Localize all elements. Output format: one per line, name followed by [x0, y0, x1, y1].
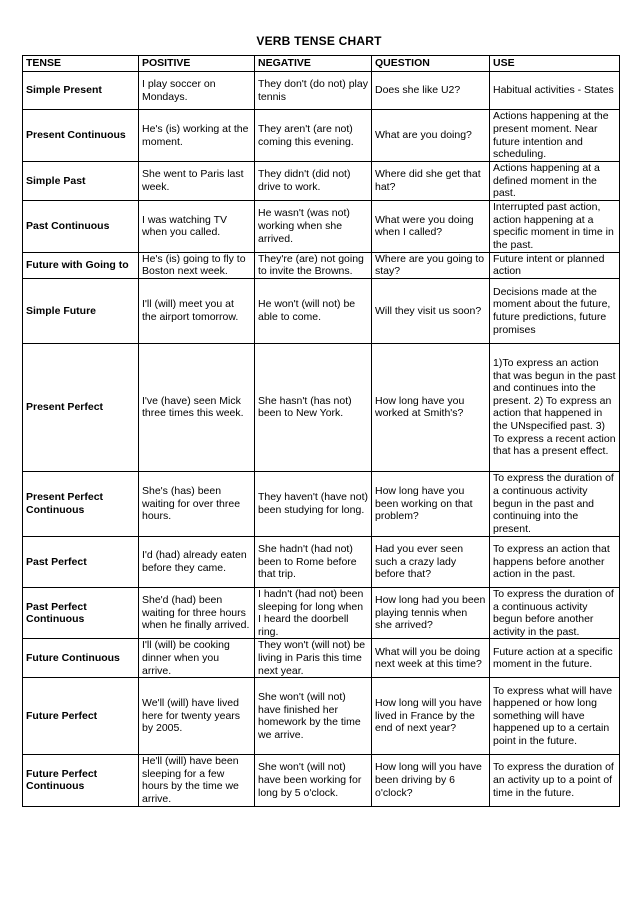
header-row — [23, 56, 620, 72]
cell-question: What will you be doing next week at this time? — [372, 639, 490, 678]
cell-question: How long have you worked at Smith's? — [372, 343, 490, 471]
cell-use: To express the duration of a continuous activity begun in the past and continuing into the present. — [490, 471, 620, 536]
cell-negative: They won't (will not) be living in Paris this time next year. — [255, 639, 372, 678]
cell-question: Does she like U2? — [372, 72, 490, 110]
cell-use: To express an action that happens before another action in the past. — [490, 536, 620, 587]
cell-use: Actions happening at the present moment. Near future intention and scheduling. — [490, 110, 620, 162]
cell-question: Where are you going to stay? — [372, 252, 490, 278]
table-row — [23, 162, 620, 201]
table-row — [23, 343, 620, 471]
header-negative: NEGATIVE — [255, 56, 372, 72]
cell-negative: They aren't (are not) coming this evening. — [255, 110, 372, 162]
table-row — [23, 755, 620, 806]
cell-use: Habitual activities - States — [490, 72, 620, 110]
cell-use: To express the duration of an activity up to a point of time in the future. — [490, 755, 620, 806]
table-row — [23, 200, 620, 252]
cell-tense: Simple Past — [23, 162, 139, 201]
header-question: QUESTION — [372, 56, 490, 72]
cell-negative: They haven't (have not) been studying for long. — [255, 471, 372, 536]
cell-negative: She hasn't (has not) been to New York. — [255, 343, 372, 471]
cell-use: Actions happening at a defined moment in the past. — [490, 162, 620, 201]
cell-question: Will they visit us soon? — [372, 278, 490, 343]
table-row — [23, 110, 620, 162]
cell-negative: He won't (will not) be able to come. — [255, 278, 372, 343]
cell-positive: I'd (had) already eaten before they came. — [139, 536, 255, 587]
cell-question: What are you doing? — [372, 110, 490, 162]
table-body — [23, 72, 620, 807]
cell-tense: Present Perfect — [23, 343, 139, 471]
cell-tense: Simple Present — [23, 72, 139, 110]
cell-question: How long will you have been driving by 6 o'clock? — [372, 755, 490, 806]
cell-use: Interrupted past action, action happening at a specific moment in time in the past. — [490, 200, 620, 252]
cell-positive: He's (is) working at the moment. — [139, 110, 255, 162]
header-use: USE — [490, 56, 620, 72]
cell-tense: Present Perfect Continuous — [23, 471, 139, 536]
cell-negative: He wasn't (was not) working when she arrived. — [255, 200, 372, 252]
cell-positive: He'll (will) have been sleeping for a few hours by the time we arrive. — [139, 755, 255, 806]
cell-tense: Past Continuous — [23, 200, 139, 252]
cell-use: Future action at a specific moment in the future. — [490, 639, 620, 678]
cell-negative: They didn't (did not) drive to work. — [255, 162, 372, 201]
cell-positive: She went to Paris last week. — [139, 162, 255, 201]
verb-tense-table — [22, 55, 620, 807]
cell-negative: She hadn't (had not) been to Rome before that trip. — [255, 536, 372, 587]
cell-tense: Past Perfect Continuous — [23, 587, 139, 638]
cell-positive: I'll (will) be cooking dinner when you arrive. — [139, 639, 255, 678]
cell-use: Decisions made at the moment about the future, future predictions, future promises — [490, 278, 620, 343]
cell-positive: He's (is) going to fly to Boston next week. — [139, 252, 255, 278]
cell-use: Future intent or planned action — [490, 252, 620, 278]
table-row — [23, 678, 620, 755]
page-title: VERB TENSE CHART — [256, 34, 382, 48]
cell-tense: Future with Going to — [23, 252, 139, 278]
table-row — [23, 471, 620, 536]
cell-negative: I hadn't (had not) been sleeping for long when I heard the doorbell ring. — [255, 587, 372, 638]
cell-positive: She'd (had) been waiting for three hours when he finally arrived. — [139, 587, 255, 638]
cell-tense: Future Perfect Continuous — [23, 755, 139, 806]
cell-question: Where did she get that hat? — [372, 162, 490, 201]
cell-positive: She's (has) been waiting for over three hours. — [139, 471, 255, 536]
cell-positive: I play soccer on Mondays. — [139, 72, 255, 110]
cell-positive: I'll (will) meet you at the airport tomorrow. — [139, 278, 255, 343]
cell-question: What were you doing when I called? — [372, 200, 490, 252]
header-tense: TENSE — [23, 56, 139, 72]
cell-tense: Simple Future — [23, 278, 139, 343]
header-positive: POSITIVE — [139, 56, 255, 72]
cell-tense: Past Perfect — [23, 536, 139, 587]
cell-positive: I was watching TV when you called. — [139, 200, 255, 252]
cell-positive: I've (have) seen Mick three times this week. — [139, 343, 255, 471]
table-row — [23, 587, 620, 638]
cell-question: Had you ever seen such a crazy lady before that? — [372, 536, 490, 587]
cell-question: How long had you been playing tennis when she arrived? — [372, 587, 490, 638]
cell-tense: Future Perfect — [23, 678, 139, 755]
cell-negative: They don't (do not) play tennis — [255, 72, 372, 110]
cell-tense: Future Continuous — [23, 639, 139, 678]
table-row — [23, 278, 620, 343]
cell-use: To express what will have happened or how long something will have happened up to a certain point in the future. — [490, 678, 620, 755]
cell-tense: Present Continuous — [23, 110, 139, 162]
table-row — [23, 536, 620, 587]
cell-positive: We'll (will) have lived here for twenty years by 2005. — [139, 678, 255, 755]
cell-question: How long will you have lived in France by the end of next year? — [372, 678, 490, 755]
cell-negative: She won't (will not) have been working for long by 5 o'clock. — [255, 755, 372, 806]
table-row — [23, 639, 620, 678]
cell-question: How long have you been working on that problem? — [372, 471, 490, 536]
table-row — [23, 72, 620, 110]
table-row — [23, 252, 620, 278]
cell-use: To express the duration of a continuous activity begun before another activity in the past. — [490, 587, 620, 638]
cell-negative: They're (are) not going to invite the Browns. — [255, 252, 372, 278]
cell-negative: She won't (will not) have finished her homework by the time we arrive. — [255, 678, 372, 755]
cell-use: 1)To express an action that was begun in the past and continues into the present. 2) To express an action that happened in the UNspecified past. 3) To express a recent action that has a present effect. — [490, 343, 620, 471]
